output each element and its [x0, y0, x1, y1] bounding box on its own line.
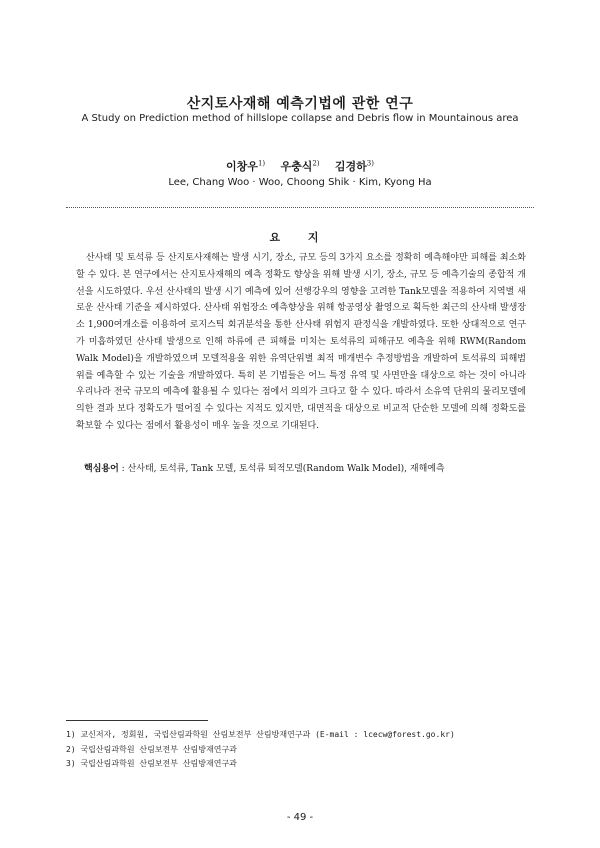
footnote-rule: [66, 720, 208, 721]
paper-title-english: A Study on Prediction method of hillslope collapse and Debris flow in Mountainous area: [81, 113, 519, 124]
author-mark: 1): [257, 159, 266, 168]
abstract-body: 산사태 및 토석류 등 산지토사재해는 발생 시기, 장소, 규모 등의 3가지 요소를 정확히 예측해야만 피해를 최소화 할 수 있다. 본 연구에서는 산지토사재해의 예측 정확도 향상을 위해 발생 시기, 장소, 규모 등 예측기술의 종합적 개선을 시도하였다. 우선 산사태의 발생 시기 예측에 있어 선행강우의 영향을 고려한 Tank모델을 적용하여 지역별 새로운 산사태 기준을 제시하였다. 산사태 위험장소 예측향상을 위해 항공영상 촬영으로 획득한 최근의 산사태 발생장소 1,900여개소를 이용하여 로지스틱 회귀분석을 통한 산사태 위험지 판정식을 개발하였다. 또한 상대적으로 연구가 미흡하였던 산사태 발생으로 인해 하류에 큰 피해를 미치는 토석류의 피해규모 예측을 위해 RWM(Random Walk Model)을 개발하였으며 모델적용을 위한 유역단위별 최적 매개변수 추정방법을 개발하여 토석류의 피해범위를 예측할 수 있는 기술을 개발하였다. 특히 본 기법들은 어느 특정 유역 및 사면만을 대상으로 하는 것이 아니라 우리나라 전국 규모의 예측에 활용될 수 있다는 점에서 의의가 크다고 할 수 있다. 따라서 소유역 단위의 물리모델에 의한 결과 보다 정확도가 떨어질 수 있다는 지적도 있지만, 대면적을 대상으로 비교적 단순한 모델에 의해 정확도를 확보할 수 있다는 점에서 활용성이 매우 높을 것으로 기대된다.: [76, 253, 526, 431]
footnote-item: 3) 국립산림과학원 산림보전부 산림방재연구과: [66, 759, 237, 768]
keywords-label: 핵심용어: [84, 464, 119, 474]
footnote-item: 1) 교신저자, 정회원, 국립산림과학원 산림보전부 산림방재연구과 (E-mail : lcecw@forest.go.kr): [66, 730, 455, 739]
authors-korean: [0, 158, 600, 174]
paper-title-korean: 산지토사재해 예측기법에 관한 연구: [186, 96, 414, 112]
authors-english: Lee, Chang Woo · Woo, Choong Shik · Kim, Kyong Ha: [168, 177, 432, 188]
abstract-heading: 요 지: [269, 231, 331, 244]
author-mark: 2): [312, 159, 320, 168]
footnote-item: 2) 국립산림과학원 산림보전부 산림방재연구과: [66, 744, 237, 754]
keywords: [84, 462, 534, 476]
author-mark: 3): [366, 159, 374, 168]
keywords-text: 산사태, 토석류, Tank 모델, 토석류 퇴적모델(Random Walk Model), 재해예측: [127, 464, 445, 474]
author-name: 김경하: [334, 160, 367, 173]
page-number: - 49 -: [286, 812, 314, 823]
footnotes: [66, 728, 536, 772]
section-divider: [66, 207, 534, 208]
keywords-separator: :: [121, 464, 128, 474]
author-name: 이창우: [226, 160, 258, 173]
author-name: 우충식: [280, 160, 313, 173]
